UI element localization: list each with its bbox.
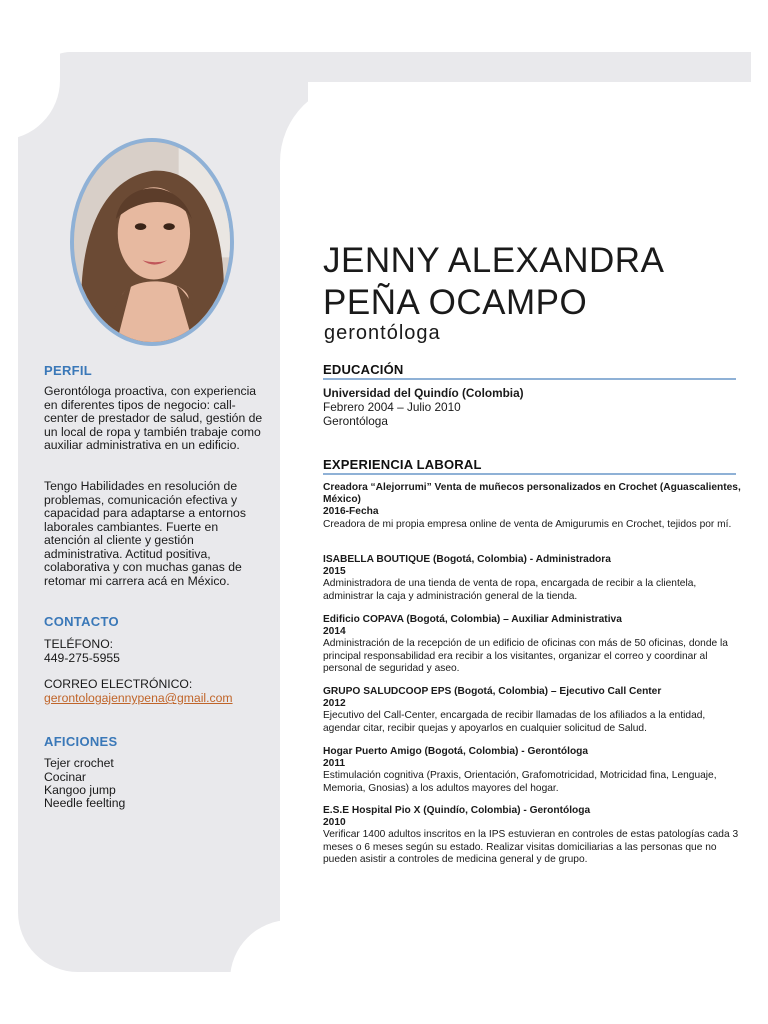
job-year: 2012 [323, 698, 346, 710]
perfil-paragraph-1: Gerontóloga proactiva, con experiencia en diferentes tipos de negocio: call-center de prestador de salud, gestión de un local de ropa y también trabaje como auxiliar administrativa en un edificio. [44, 384, 263, 452]
hobby-item: Tejer crochet [44, 756, 114, 770]
hobby-item: Needle feelting [44, 796, 126, 810]
job-title: Creadora “Alejorrumi” Venta de muñecos personalizados en Crochet (Aguascalientes, México) [323, 482, 741, 506]
job-description: Administradora de una tienda de venta de ropa, encargada de recibir a la clientela, administrar la caja y administración general de la tienda. [323, 578, 697, 602]
profile-photo [70, 138, 234, 346]
aficiones-heading: AFICIONES [44, 734, 118, 749]
portrait-illustration [74, 142, 230, 342]
main-panel [280, 82, 751, 1024]
job-entry [323, 805, 741, 866]
job-title: Hogar Puerto Amigo (Bogotá, Colombia) - Gerontóloga [323, 746, 589, 757]
education-school: Universidad del Quindío (Colombia) [323, 386, 524, 400]
education-degree: Gerontóloga [323, 414, 388, 428]
job-title: ISABELLA BOUTIQUE (Bogotá, Colombia) - Administradora [323, 554, 611, 565]
job-entry [323, 554, 741, 603]
job-title: gerontóloga [324, 322, 441, 344]
job-description: Administración de la recepción de un edificio de oficinas con más de 50 oficinas, donde la principal responsabilidad era recibir a los visitantes, organizar el correo y coordinar al personal de seguridad y aseo. [323, 638, 728, 674]
job-year: 2016-Fecha [323, 506, 379, 518]
job-entry [323, 614, 741, 675]
perfil-heading: PERFIL [44, 363, 93, 378]
job-description: Ejecutivo del Call-Center, encargada de recibir llamadas de los afiliados a la entidad, agendar citar, recibir quejas y apoyarlos en cualquier solicitud de Salud. [323, 710, 706, 734]
education-dates: Febrero 2004 – Julio 2010 [323, 400, 461, 414]
phone-label: TELÉFONO: [44, 637, 114, 651]
job-year: 2014 [323, 626, 346, 638]
educacion-heading: EDUCACIÓN [323, 362, 736, 380]
name-first: JENNY ALEXANDRA [323, 241, 665, 280]
job-title: Edificio COPAVA (Bogotá, Colombia) – Auxiliar Administrativa [323, 614, 622, 625]
job-description: Verificar 1400 adultos inscritos en la IPS estuvieran en controles de estas patologías cada 3 meses o 6 meses según su estado. Realizar visitas domiciliarias a las personas que no pueden asistir a controles de medicina general y de grupo. [323, 829, 739, 865]
job-entry [323, 746, 741, 795]
name-last: PEÑA OCAMPO [323, 283, 588, 322]
job-title: GRUPO SALUDCOOP EPS (Bogotá, Colombia) – Ejecutivo Call Center [323, 686, 662, 697]
job-year: 2010 [323, 817, 346, 829]
job-description: Estimulación cognitiva (Praxis, Orientación, Grafomotricidad, Motricidad fina, Lenguaje, Memoria, Gnosias) a los adultos mayores del hogar. [323, 770, 717, 794]
hobby-item: Cocinar [44, 770, 86, 784]
job-entry [323, 686, 741, 735]
job-entry [323, 482, 741, 531]
hobby-item: Kangoo jump [44, 783, 116, 797]
job-title: E.S.E Hospital Pio X (Quindío, Colombia) - Gerontóloga [323, 805, 591, 816]
email-label: CORREO ELECTRÓNICO: [44, 677, 193, 691]
job-description: Creadora de mi propia empresa online de venta de Amigurumis en Crochet, tejidos por mí. [323, 518, 732, 530]
contacto-heading: CONTACTO [44, 614, 119, 629]
job-year: 2011 [323, 758, 346, 770]
perfil-paragraph-2: Tengo Habilidades en resolución de problemas, comunicación efectiva y capacidad para adaptarse a entornos laborales cambiantes. Fuerte en atención al cliente y gestión administrativa. Actitud positiva, colaborativa y con muchas ganas de retomar mi carrera acá en México. [44, 479, 246, 588]
experiencia-heading: EXPERIENCIA LABORAL [323, 457, 736, 475]
phone-number: 449-275-5955 [44, 651, 120, 665]
job-year: 2015 [323, 566, 346, 578]
email-link[interactable]: gerontologajennypena@gmail.com [44, 691, 233, 705]
